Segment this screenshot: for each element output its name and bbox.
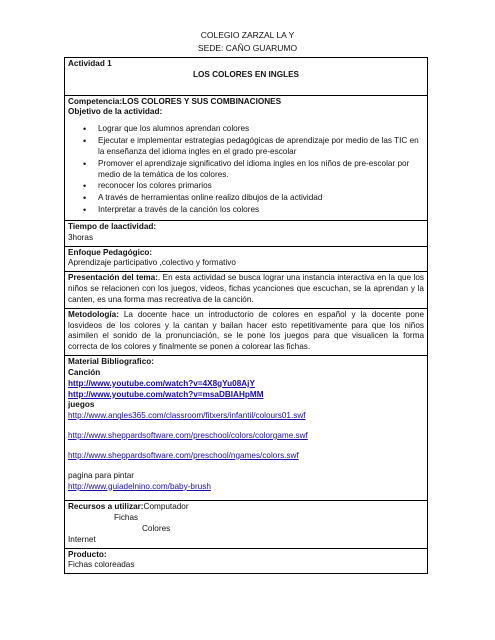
approach-label: Enfoque Pedagógico: xyxy=(68,247,153,257)
activity-label: Actividad 1 xyxy=(68,59,112,68)
document-header xyxy=(0,29,495,54)
game-link[interactable]: http://www.angles365.com/classroom/fitxers/infantil/colours01.swf xyxy=(68,411,306,421)
approach-row xyxy=(65,246,428,272)
time-value: 3horas xyxy=(68,232,94,242)
resource-item: Colores xyxy=(142,523,171,533)
time-row xyxy=(65,220,428,246)
resource-item: Fichas xyxy=(114,513,139,523)
bibliography-row xyxy=(65,356,428,501)
competence-objective-row xyxy=(65,95,428,220)
school-site: SEDE: CAÑO GUARUMO xyxy=(197,42,298,53)
activity-title: LOS COLORES EN INGLES xyxy=(193,69,299,79)
games-label: juegos xyxy=(68,400,95,410)
approach-value: Aprendizaje participativo ,colectivo y formativo xyxy=(68,258,236,268)
resource-item: Internet xyxy=(68,534,96,544)
list-item: • Ejecutar e implementar estrategias pedagógicas de aprendizaje por medio de las TIC en la enseñanza del idioma ingles en el grado pre-escolar xyxy=(90,136,424,158)
product-label: Producto: xyxy=(68,549,107,559)
methodology-label: Metodología: xyxy=(68,309,119,319)
objective-label: Objetivo de la actividad: xyxy=(68,107,163,117)
presentation-label: Presentación del tema: xyxy=(68,273,158,283)
paint-link[interactable]: http://www.guiadelnino.com/baby-brush xyxy=(68,481,211,491)
product-value: Fichas coloreadas xyxy=(68,560,135,570)
objective-list xyxy=(68,124,424,216)
song-link[interactable]: http://www.youtube.com/watch?v=4X8gYu08AjY xyxy=(68,378,255,388)
resources-row xyxy=(65,501,428,548)
methodology-text: La docente hace un introductorio de colores en español y la docente pone losvideos de los colores y la cantan y bailan hacer esto repetitivamente para que los niños asimilen el sonido de la pronunciación, se le pone los juegos para que visualicen la forma correcta de los colores y finalmente se ponen a colorear las fichas. xyxy=(68,309,424,352)
presentation-row xyxy=(65,272,428,308)
song-link[interactable]: http://www.youtube.com/watch?v=msaDBIAHpMM xyxy=(68,389,264,399)
school-name: COLEGIO ZARZAL LA Y xyxy=(200,30,295,40)
resources-label: Recursos a utilizar: xyxy=(68,502,144,512)
game-link[interactable]: http://www.sheppardsoftware.com/preschool/colors/colorgame.swf xyxy=(68,431,308,441)
list-item: • reconocer los colores primarios xyxy=(90,181,424,192)
time-label: Tiempo de laactividad: xyxy=(68,221,157,231)
list-item: • A través de herramientas online realizo dibujos de la actividad xyxy=(90,193,424,204)
game-link[interactable]: http://www.sheppardsoftware.com/preschool/ngames/colors.swf xyxy=(68,450,299,460)
competence-text: Competencia:LOS COLORES Y SUS COMBINACIONES xyxy=(68,96,282,106)
product-row xyxy=(65,548,428,574)
activity-row xyxy=(65,58,428,96)
bibliography-label: Material Bibliografico: xyxy=(68,357,154,367)
list-item: • Interpretar a través de la canción los colores xyxy=(90,205,424,216)
song-label: Canción xyxy=(68,367,101,377)
list-item: • Promover el aprendizaje significativo del idioma ingles en los niños de pre-escolar por medio de la temática de los colores. xyxy=(90,159,424,181)
activity-table xyxy=(64,57,428,574)
paint-label: pagina para pintar xyxy=(68,470,135,480)
methodology-row xyxy=(65,308,428,355)
list-item: • Lograr que los alumnos aprendan colores xyxy=(90,124,424,135)
resource-item: Computador xyxy=(143,502,189,512)
presentation-text: . En esta actividad se busca lograr una instancia interactiva en la que los niños se relacionen con los juegos, videos, fichas ycanciones que escuchan, se la aprendan y la canten, es una forma mas recreativa de la canción. xyxy=(68,273,425,304)
